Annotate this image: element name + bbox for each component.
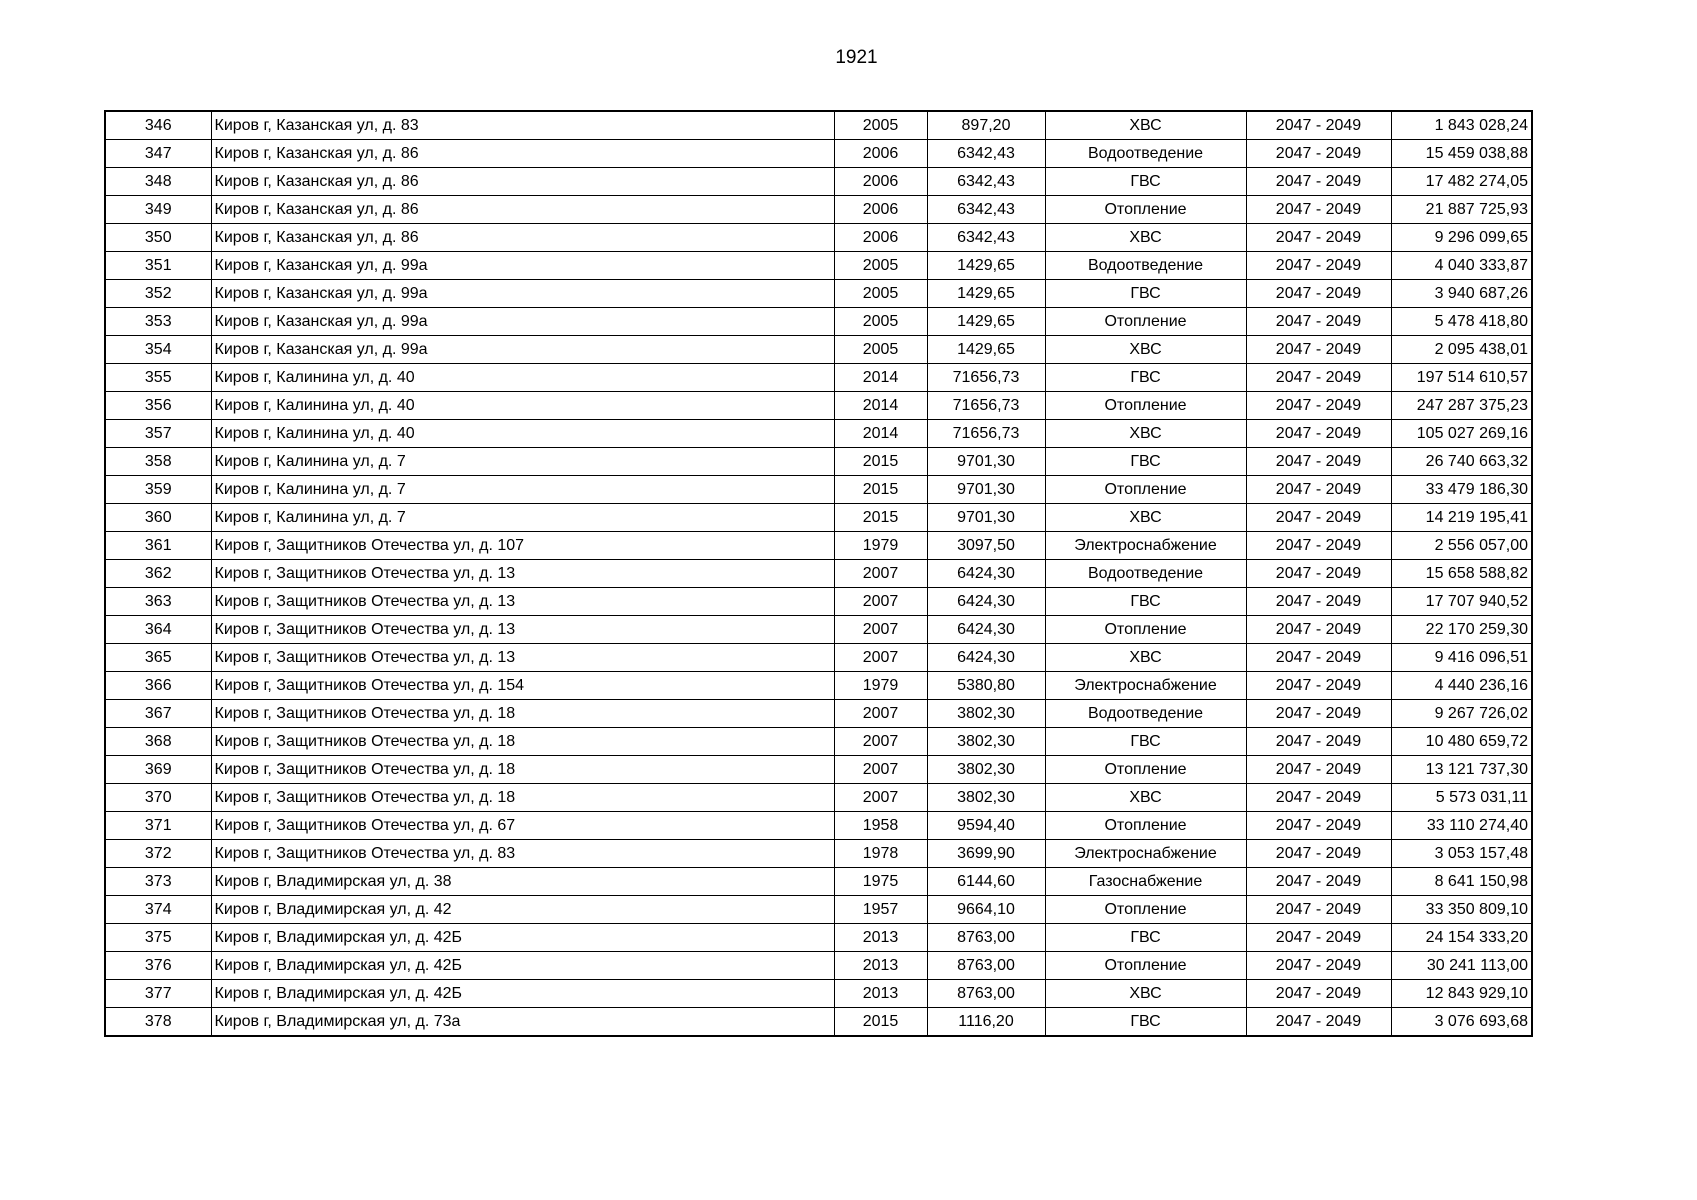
build-year-cell: 2006	[834, 168, 927, 196]
period-cell: 2047 - 2049	[1246, 392, 1391, 420]
build-year-cell: 1958	[834, 812, 927, 840]
cost-cell: 9 416 096,51	[1391, 644, 1532, 672]
build-year-cell: 2007	[834, 644, 927, 672]
area-cell: 9701,30	[927, 448, 1045, 476]
row-number-cell: 356	[105, 392, 211, 420]
row-number-cell: 346	[105, 111, 211, 140]
build-year-cell: 1978	[834, 840, 927, 868]
address-cell: Киров г, Защитников Отечества ул, д. 13	[211, 560, 834, 588]
table-row	[105, 420, 1532, 448]
address-cell: Киров г, Казанская ул, д. 86	[211, 224, 834, 252]
address-cell: Киров г, Защитников Отечества ул, д. 18	[211, 756, 834, 784]
period-cell: 2047 - 2049	[1246, 196, 1391, 224]
service-type-cell: ХВС	[1045, 224, 1246, 252]
address-cell: Киров г, Калинина ул, д. 40	[211, 420, 834, 448]
table-row	[105, 111, 1532, 140]
row-number-cell: 358	[105, 448, 211, 476]
address-cell: Киров г, Владимирская ул, д. 42Б	[211, 924, 834, 952]
build-year-cell: 2013	[834, 980, 927, 1008]
row-number-cell: 378	[105, 1008, 211, 1037]
row-number-cell: 373	[105, 868, 211, 896]
period-cell: 2047 - 2049	[1246, 756, 1391, 784]
service-type-cell: ГВС	[1045, 924, 1246, 952]
row-number-cell: 354	[105, 336, 211, 364]
cost-cell: 33 479 186,30	[1391, 476, 1532, 504]
table-row	[105, 168, 1532, 196]
cost-cell: 13 121 737,30	[1391, 756, 1532, 784]
period-cell: 2047 - 2049	[1246, 504, 1391, 532]
period-cell: 2047 - 2049	[1246, 224, 1391, 252]
build-year-cell: 2015	[834, 448, 927, 476]
row-number-cell: 374	[105, 896, 211, 924]
row-number-cell: 363	[105, 588, 211, 616]
period-cell: 2047 - 2049	[1246, 448, 1391, 476]
area-cell: 3699,90	[927, 840, 1045, 868]
area-cell: 3802,30	[927, 728, 1045, 756]
cost-cell: 3 940 687,26	[1391, 280, 1532, 308]
address-cell: Киров г, Владимирская ул, д. 42Б	[211, 980, 834, 1008]
area-cell: 1429,65	[927, 308, 1045, 336]
row-number-cell: 351	[105, 252, 211, 280]
area-cell: 3802,30	[927, 756, 1045, 784]
address-cell: Киров г, Казанская ул, д. 86	[211, 196, 834, 224]
area-cell: 3097,50	[927, 532, 1045, 560]
row-number-cell: 355	[105, 364, 211, 392]
row-number-cell: 349	[105, 196, 211, 224]
row-number-cell: 365	[105, 644, 211, 672]
area-cell: 6424,30	[927, 644, 1045, 672]
row-number-cell: 352	[105, 280, 211, 308]
cost-cell: 3 053 157,48	[1391, 840, 1532, 868]
period-cell: 2047 - 2049	[1246, 140, 1391, 168]
address-cell: Киров г, Владимирская ул, д. 73а	[211, 1008, 834, 1037]
page-number: 1921	[835, 47, 878, 68]
build-year-cell: 2013	[834, 924, 927, 952]
build-year-cell: 2007	[834, 728, 927, 756]
address-cell: Киров г, Калинина ул, д. 7	[211, 448, 834, 476]
service-type-cell: Водоотведение	[1045, 252, 1246, 280]
service-type-cell: ХВС	[1045, 420, 1246, 448]
row-number-cell: 377	[105, 980, 211, 1008]
area-cell: 9664,10	[927, 896, 1045, 924]
build-year-cell: 1979	[834, 672, 927, 700]
address-cell: Киров г, Владимирская ул, д. 42Б	[211, 952, 834, 980]
table-row	[105, 140, 1532, 168]
build-year-cell: 2006	[834, 224, 927, 252]
service-type-cell: Отопление	[1045, 896, 1246, 924]
period-cell: 2047 - 2049	[1246, 476, 1391, 504]
table-row	[105, 700, 1532, 728]
cost-cell: 247 287 375,23	[1391, 392, 1532, 420]
area-cell: 9594,40	[927, 812, 1045, 840]
build-year-cell: 2005	[834, 252, 927, 280]
table-row	[105, 644, 1532, 672]
cost-cell: 15 658 588,82	[1391, 560, 1532, 588]
service-type-cell: Отопление	[1045, 308, 1246, 336]
table-row	[105, 980, 1532, 1008]
area-cell: 1116,20	[927, 1008, 1045, 1037]
address-cell: Киров г, Казанская ул, д. 86	[211, 140, 834, 168]
cost-cell: 21 887 725,93	[1391, 196, 1532, 224]
cost-cell: 9 296 099,65	[1391, 224, 1532, 252]
period-cell: 2047 - 2049	[1246, 700, 1391, 728]
service-type-cell: Водоотведение	[1045, 560, 1246, 588]
cost-cell: 2 095 438,01	[1391, 336, 1532, 364]
area-cell: 9701,30	[927, 476, 1045, 504]
period-cell: 2047 - 2049	[1246, 980, 1391, 1008]
address-cell: Киров г, Защитников Отечества ул, д. 67	[211, 812, 834, 840]
area-cell: 71656,73	[927, 364, 1045, 392]
table-row	[105, 532, 1532, 560]
registry-table	[104, 110, 1533, 1037]
area-cell: 71656,73	[927, 392, 1045, 420]
cost-cell: 197 514 610,57	[1391, 364, 1532, 392]
table-row	[105, 868, 1532, 896]
service-type-cell: ХВС	[1045, 336, 1246, 364]
address-cell: Киров г, Защитников Отечества ул, д. 83	[211, 840, 834, 868]
period-cell: 2047 - 2049	[1246, 896, 1391, 924]
area-cell: 5380,80	[927, 672, 1045, 700]
build-year-cell: 2007	[834, 784, 927, 812]
period-cell: 2047 - 2049	[1246, 728, 1391, 756]
row-number-cell: 357	[105, 420, 211, 448]
service-type-cell: ГВС	[1045, 168, 1246, 196]
cost-cell: 30 241 113,00	[1391, 952, 1532, 980]
cost-cell: 3 076 693,68	[1391, 1008, 1532, 1037]
table-row	[105, 728, 1532, 756]
cost-cell: 4 440 236,16	[1391, 672, 1532, 700]
area-cell: 8763,00	[927, 924, 1045, 952]
cost-cell: 15 459 038,88	[1391, 140, 1532, 168]
row-number-cell: 360	[105, 504, 211, 532]
cost-cell: 14 219 195,41	[1391, 504, 1532, 532]
cost-cell: 33 110 274,40	[1391, 812, 1532, 840]
table-row	[105, 924, 1532, 952]
address-cell: Киров г, Защитников Отечества ул, д. 13	[211, 616, 834, 644]
cost-cell: 17 482 274,05	[1391, 168, 1532, 196]
service-type-cell: Отопление	[1045, 812, 1246, 840]
row-number-cell: 350	[105, 224, 211, 252]
service-type-cell: Электроснабжение	[1045, 840, 1246, 868]
row-number-cell: 368	[105, 728, 211, 756]
address-cell: Киров г, Владимирская ул, д. 42	[211, 896, 834, 924]
service-type-cell: ГВС	[1045, 588, 1246, 616]
area-cell: 6424,30	[927, 588, 1045, 616]
cost-cell: 2 556 057,00	[1391, 532, 1532, 560]
table-row	[105, 840, 1532, 868]
service-type-cell: Водоотведение	[1045, 700, 1246, 728]
address-cell: Киров г, Защитников Отечества ул, д. 18	[211, 784, 834, 812]
row-number-cell: 348	[105, 168, 211, 196]
cost-cell: 5 478 418,80	[1391, 308, 1532, 336]
period-cell: 2047 - 2049	[1246, 588, 1391, 616]
period-cell: 2047 - 2049	[1246, 952, 1391, 980]
period-cell: 2047 - 2049	[1246, 252, 1391, 280]
address-cell: Киров г, Защитников Отечества ул, д. 13	[211, 644, 834, 672]
build-year-cell: 2007	[834, 756, 927, 784]
service-type-cell: ГВС	[1045, 1008, 1246, 1037]
period-cell: 2047 - 2049	[1246, 420, 1391, 448]
area-cell: 9701,30	[927, 504, 1045, 532]
cost-cell: 1 843 028,24	[1391, 111, 1532, 140]
service-type-cell: Газоснабжение	[1045, 868, 1246, 896]
service-type-cell: ГВС	[1045, 728, 1246, 756]
period-cell: 2047 - 2049	[1246, 308, 1391, 336]
area-cell: 6342,43	[927, 168, 1045, 196]
area-cell: 6424,30	[927, 560, 1045, 588]
build-year-cell: 1957	[834, 896, 927, 924]
build-year-cell: 2007	[834, 616, 927, 644]
table-row	[105, 364, 1532, 392]
build-year-cell: 2013	[834, 952, 927, 980]
address-cell: Киров г, Казанская ул, д. 99а	[211, 252, 834, 280]
cost-cell: 17 707 940,52	[1391, 588, 1532, 616]
row-number-cell: 375	[105, 924, 211, 952]
build-year-cell: 2006	[834, 196, 927, 224]
table-row	[105, 448, 1532, 476]
table-row	[105, 196, 1532, 224]
row-number-cell: 362	[105, 560, 211, 588]
build-year-cell: 2015	[834, 504, 927, 532]
address-cell: Киров г, Казанская ул, д. 99а	[211, 336, 834, 364]
address-cell: Киров г, Калинина ул, д. 7	[211, 504, 834, 532]
service-type-cell: Отопление	[1045, 196, 1246, 224]
area-cell: 1429,65	[927, 252, 1045, 280]
address-cell: Киров г, Калинина ул, д. 7	[211, 476, 834, 504]
service-type-cell: Отопление	[1045, 392, 1246, 420]
period-cell: 2047 - 2049	[1246, 672, 1391, 700]
period-cell: 2047 - 2049	[1246, 280, 1391, 308]
cost-cell: 5 573 031,11	[1391, 784, 1532, 812]
address-cell: Киров г, Защитников Отечества ул, д. 107	[211, 532, 834, 560]
build-year-cell: 2014	[834, 420, 927, 448]
build-year-cell: 1975	[834, 868, 927, 896]
service-type-cell: ХВС	[1045, 980, 1246, 1008]
address-cell: Киров г, Владимирская ул, д. 38	[211, 868, 834, 896]
build-year-cell: 1979	[834, 532, 927, 560]
period-cell: 2047 - 2049	[1246, 924, 1391, 952]
service-type-cell: ХВС	[1045, 784, 1246, 812]
table-row	[105, 252, 1532, 280]
build-year-cell: 2005	[834, 280, 927, 308]
table-row	[105, 896, 1532, 924]
period-cell: 2047 - 2049	[1246, 532, 1391, 560]
row-number-cell: 372	[105, 840, 211, 868]
address-cell: Киров г, Казанская ул, д. 86	[211, 168, 834, 196]
service-type-cell: Отопление	[1045, 476, 1246, 504]
table-row	[105, 1008, 1532, 1037]
address-cell: Киров г, Защитников Отечества ул, д. 18	[211, 700, 834, 728]
table-row	[105, 784, 1532, 812]
period-cell: 2047 - 2049	[1246, 616, 1391, 644]
table-row	[105, 560, 1532, 588]
area-cell: 1429,65	[927, 280, 1045, 308]
build-year-cell: 2014	[834, 392, 927, 420]
address-cell: Киров г, Казанская ул, д. 99а	[211, 308, 834, 336]
area-cell: 71656,73	[927, 420, 1045, 448]
table-row	[105, 476, 1532, 504]
build-year-cell: 2006	[834, 140, 927, 168]
row-number-cell: 370	[105, 784, 211, 812]
area-cell: 6342,43	[927, 196, 1045, 224]
table-row	[105, 952, 1532, 980]
period-cell: 2047 - 2049	[1246, 812, 1391, 840]
area-cell: 3802,30	[927, 784, 1045, 812]
cost-cell: 10 480 659,72	[1391, 728, 1532, 756]
period-cell: 2047 - 2049	[1246, 336, 1391, 364]
build-year-cell: 2007	[834, 588, 927, 616]
cost-cell: 26 740 663,32	[1391, 448, 1532, 476]
area-cell: 8763,00	[927, 952, 1045, 980]
area-cell: 6424,30	[927, 616, 1045, 644]
cost-cell: 9 267 726,02	[1391, 700, 1532, 728]
service-type-cell: ХВС	[1045, 504, 1246, 532]
row-number-cell: 369	[105, 756, 211, 784]
period-cell: 2047 - 2049	[1246, 644, 1391, 672]
service-type-cell: ХВС	[1045, 644, 1246, 672]
area-cell: 8763,00	[927, 980, 1045, 1008]
period-cell: 2047 - 2049	[1246, 168, 1391, 196]
table-row	[105, 756, 1532, 784]
service-type-cell: Отопление	[1045, 756, 1246, 784]
build-year-cell: 2007	[834, 560, 927, 588]
row-number-cell: 366	[105, 672, 211, 700]
table-body	[105, 111, 1532, 1036]
period-cell: 2047 - 2049	[1246, 840, 1391, 868]
cost-cell: 33 350 809,10	[1391, 896, 1532, 924]
build-year-cell: 2014	[834, 364, 927, 392]
period-cell: 2047 - 2049	[1246, 560, 1391, 588]
service-type-cell: ГВС	[1045, 448, 1246, 476]
cost-cell: 24 154 333,20	[1391, 924, 1532, 952]
row-number-cell: 347	[105, 140, 211, 168]
service-type-cell: Отопление	[1045, 952, 1246, 980]
row-number-cell: 353	[105, 308, 211, 336]
build-year-cell: 2005	[834, 308, 927, 336]
row-number-cell: 361	[105, 532, 211, 560]
table-row	[105, 392, 1532, 420]
area-cell: 6342,43	[927, 140, 1045, 168]
area-cell: 3802,30	[927, 700, 1045, 728]
cost-cell: 8 641 150,98	[1391, 868, 1532, 896]
address-cell: Киров г, Казанская ул, д. 83	[211, 111, 834, 140]
period-cell: 2047 - 2049	[1246, 868, 1391, 896]
area-cell: 6144,60	[927, 868, 1045, 896]
period-cell: 2047 - 2049	[1246, 111, 1391, 140]
cost-cell: 4 040 333,87	[1391, 252, 1532, 280]
build-year-cell: 2005	[834, 336, 927, 364]
area-cell: 6342,43	[927, 224, 1045, 252]
table-row	[105, 812, 1532, 840]
table-row	[105, 616, 1532, 644]
build-year-cell: 2007	[834, 700, 927, 728]
area-cell: 897,20	[927, 111, 1045, 140]
table-row	[105, 504, 1532, 532]
service-type-cell: Электроснабжение	[1045, 532, 1246, 560]
table-row	[105, 672, 1532, 700]
row-number-cell: 364	[105, 616, 211, 644]
service-type-cell: Отопление	[1045, 616, 1246, 644]
table-row	[105, 308, 1532, 336]
row-number-cell: 359	[105, 476, 211, 504]
service-type-cell: ХВС	[1045, 111, 1246, 140]
address-cell: Киров г, Защитников Отечества ул, д. 18	[211, 728, 834, 756]
area-cell: 1429,65	[927, 336, 1045, 364]
build-year-cell: 2015	[834, 476, 927, 504]
period-cell: 2047 - 2049	[1246, 364, 1391, 392]
cost-cell: 105 027 269,16	[1391, 420, 1532, 448]
period-cell: 2047 - 2049	[1246, 784, 1391, 812]
table-row	[105, 336, 1532, 364]
build-year-cell: 2015	[834, 1008, 927, 1037]
service-type-cell: ГВС	[1045, 364, 1246, 392]
period-cell: 2047 - 2049	[1246, 1008, 1391, 1037]
cost-cell: 22 170 259,30	[1391, 616, 1532, 644]
row-number-cell: 376	[105, 952, 211, 980]
address-cell: Киров г, Казанская ул, д. 99а	[211, 280, 834, 308]
cost-cell: 12 843 929,10	[1391, 980, 1532, 1008]
service-type-cell: Электроснабжение	[1045, 672, 1246, 700]
row-number-cell: 371	[105, 812, 211, 840]
address-cell: Киров г, Калинина ул, д. 40	[211, 364, 834, 392]
build-year-cell: 2005	[834, 111, 927, 140]
service-type-cell: ГВС	[1045, 280, 1246, 308]
table-row	[105, 224, 1532, 252]
address-cell: Киров г, Защитников Отечества ул, д. 154	[211, 672, 834, 700]
table-row	[105, 588, 1532, 616]
address-cell: Киров г, Защитников Отечества ул, д. 13	[211, 588, 834, 616]
row-number-cell: 367	[105, 700, 211, 728]
table-row	[105, 280, 1532, 308]
address-cell: Киров г, Калинина ул, д. 40	[211, 392, 834, 420]
service-type-cell: Водоотведение	[1045, 140, 1246, 168]
